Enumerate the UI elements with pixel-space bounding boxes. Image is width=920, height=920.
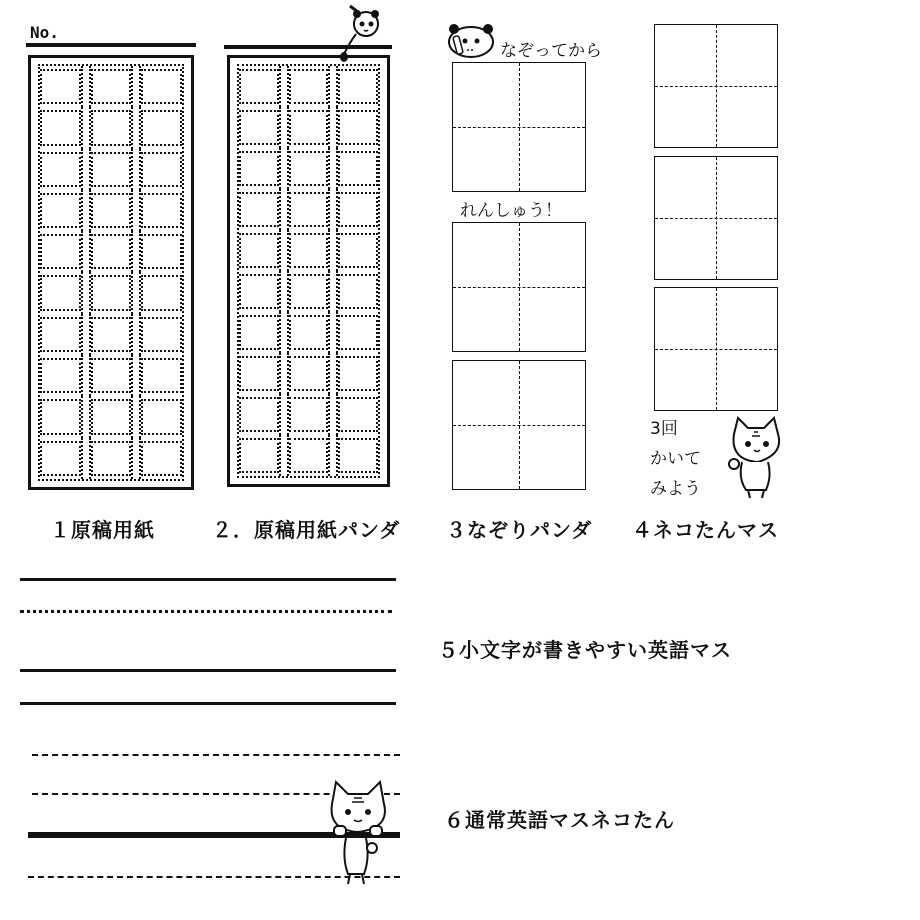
manuscript-grid-2 <box>237 64 380 478</box>
manuscript-gutter <box>279 271 289 312</box>
manuscript-cell <box>289 397 329 432</box>
manuscript-gutter <box>81 314 91 355</box>
manuscript-cell <box>338 192 378 227</box>
manuscript-cell <box>91 399 132 434</box>
manuscript-sheet-1 <box>28 55 194 490</box>
manuscript-cell <box>141 152 182 187</box>
manuscript-cell <box>338 438 378 473</box>
manuscript-gutter <box>279 107 289 148</box>
manuscript-cell <box>289 356 329 391</box>
manuscript-gutter <box>81 355 91 396</box>
manuscript-cell <box>91 358 132 393</box>
manuscript-gutter <box>81 272 91 313</box>
manuscript-gutter <box>131 107 141 148</box>
manuscript-gutter <box>131 149 141 190</box>
manuscript-gutter <box>279 148 289 189</box>
manuscript-cell <box>40 152 81 187</box>
caption-2: ２．原稿用紙パンダ <box>212 518 401 542</box>
manuscript-cell <box>289 151 329 186</box>
cat-waving-icon <box>724 414 790 500</box>
manuscript-gutter <box>131 231 141 272</box>
manuscript-cell <box>141 193 182 228</box>
manuscript-gutter <box>328 230 338 271</box>
neko-box-1 <box>654 24 778 148</box>
trace-note-middle: れんしゅう！ <box>460 201 562 221</box>
manuscript-gutter <box>131 396 141 437</box>
manuscript-cell <box>239 397 279 432</box>
manuscript-cell <box>239 315 279 350</box>
caption-1: １原稿用紙 <box>50 518 155 542</box>
manuscript-cell <box>289 274 329 309</box>
manuscript-gutter <box>328 394 338 435</box>
manuscript-cell <box>40 399 81 434</box>
manuscript-cell <box>40 275 81 310</box>
manuscript-gutter <box>279 394 289 435</box>
manuscript-cell <box>289 110 329 145</box>
manuscript-gutter <box>279 189 289 230</box>
manuscript-sheet-2 <box>227 55 390 487</box>
manuscript-cell <box>141 110 182 145</box>
manuscript-gutter <box>131 314 141 355</box>
manuscript-cell <box>239 356 279 391</box>
manuscript-gutter <box>328 189 338 230</box>
manuscript-cell <box>40 110 81 145</box>
manuscript-gutter <box>328 271 338 312</box>
cat-hanging-icon <box>324 778 396 888</box>
number-label: No. <box>30 23 59 42</box>
neko-box-3 <box>654 287 778 411</box>
english-line-bottom <box>20 702 396 705</box>
manuscript-cell <box>141 358 182 393</box>
english2-line-top <box>32 754 400 756</box>
manuscript-cell <box>141 399 182 434</box>
manuscript-cell <box>91 110 132 145</box>
manuscript-cell <box>40 317 81 352</box>
manuscript-cell <box>338 274 378 309</box>
manuscript-gutter <box>328 148 338 189</box>
english-line-dotted <box>20 610 392 613</box>
manuscript-gutter <box>279 230 289 271</box>
manuscript-cell <box>91 317 132 352</box>
manuscript-cell <box>239 192 279 227</box>
trace-box-1 <box>452 62 586 192</box>
manuscript-gutter <box>328 312 338 353</box>
caption-3: ３なぞりパンダ <box>446 518 593 542</box>
manuscript-grid-1 <box>38 64 184 481</box>
manuscript-gutter <box>131 438 141 479</box>
trace-box-2 <box>452 222 586 352</box>
manuscript-cell <box>239 233 279 268</box>
manuscript-cell <box>338 151 378 186</box>
manuscript-gutter <box>81 231 91 272</box>
panda-with-pencil-icon <box>445 20 497 60</box>
manuscript-gutter <box>279 312 289 353</box>
trace-note-top: なぞってから <box>500 41 602 61</box>
manuscript-gutter <box>328 66 338 107</box>
manuscript-cell <box>141 317 182 352</box>
manuscript-cell <box>40 234 81 269</box>
manuscript-cell <box>289 438 329 473</box>
manuscript-gutter <box>81 396 91 437</box>
manuscript-cell <box>338 356 378 391</box>
manuscript-cell <box>239 151 279 186</box>
manuscript-cell <box>91 152 132 187</box>
manuscript-cell <box>40 358 81 393</box>
neko-note-line1: 3回 <box>650 419 678 439</box>
trace-box-3 <box>452 360 586 490</box>
manuscript-gutter <box>81 149 91 190</box>
manuscript-cell <box>91 69 132 104</box>
manuscript-cell <box>40 441 81 476</box>
english-line-top <box>20 578 396 581</box>
caption-5: ５小文字が書きやすい英語マス <box>438 638 732 662</box>
neko-note-line2: かいて <box>650 449 701 469</box>
manuscript-gutter <box>279 353 289 394</box>
manuscript-gutter <box>328 107 338 148</box>
manuscript-cell <box>338 110 378 145</box>
caption-6: ６通常英語マスネコたん <box>444 808 675 832</box>
manuscript-cell <box>40 69 81 104</box>
manuscript-cell <box>141 69 182 104</box>
manuscript-cell <box>338 233 378 268</box>
manuscript-cell <box>91 275 132 310</box>
manuscript-gutter <box>279 66 289 107</box>
manuscript-cell <box>289 233 329 268</box>
manuscript-gutter <box>131 190 141 231</box>
manuscript-cell <box>338 315 378 350</box>
manuscript-gutter <box>328 353 338 394</box>
manuscript-gutter <box>81 190 91 231</box>
manuscript-cell <box>239 110 279 145</box>
manuscript-cell <box>91 234 132 269</box>
manuscript-gutter <box>131 355 141 396</box>
manuscript-cell <box>91 441 132 476</box>
manuscript-cell <box>289 192 329 227</box>
manuscript-gutter <box>81 107 91 148</box>
manuscript-gutter <box>328 435 338 476</box>
manuscript-gutter <box>131 66 141 107</box>
manuscript-cell <box>141 234 182 269</box>
manuscript-gutter <box>81 438 91 479</box>
neko-box-2 <box>654 156 778 280</box>
english-line-base <box>20 669 396 672</box>
manuscript-cell <box>338 397 378 432</box>
manuscript-cell <box>141 275 182 310</box>
manuscript-cell <box>338 69 378 104</box>
manuscript-cell <box>239 274 279 309</box>
manuscript-cell <box>289 315 329 350</box>
manuscript-cell <box>141 441 182 476</box>
caption-4: ４ネコたんマス <box>632 518 779 542</box>
neko-note-line3: みよう <box>650 479 701 499</box>
manuscript-cell <box>40 193 81 228</box>
manuscript-cell <box>239 438 279 473</box>
manuscript-cell <box>289 69 329 104</box>
manuscript-cell <box>239 69 279 104</box>
panda-climbing-icon <box>330 2 390 66</box>
manuscript-gutter <box>81 66 91 107</box>
manuscript-cell <box>91 193 132 228</box>
manuscript-gutter <box>279 435 289 476</box>
manuscript-gutter <box>131 272 141 313</box>
sheet1-top-bar <box>26 43 196 47</box>
